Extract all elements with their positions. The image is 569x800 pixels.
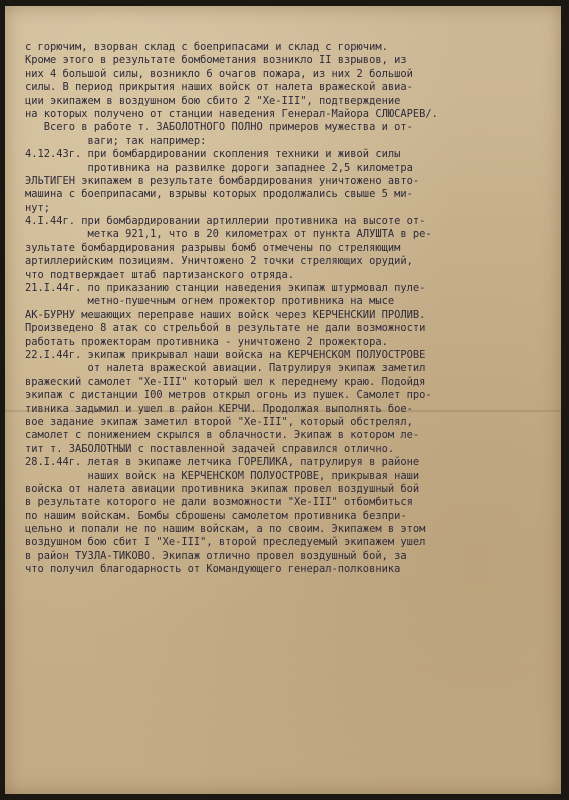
text-line: ЭЛЬТИГЕН экипажем в результате бомбардирования уничтожено авто- [25, 174, 420, 187]
text-line: работать прожекторам противника - уничтожено 2 прожектора. [25, 335, 388, 348]
text-line: них 4 большой силы, возникло 6 очагов пожара, из них 2 большой [25, 67, 413, 80]
text-line: тит т. ЗАБОЛОТНЫЙ с поставленной задачей справился отлично. [25, 442, 395, 455]
text-line: на которых получено от станции наведения Генерал-Майора СЛЮСАРЕВ/. [25, 107, 438, 120]
archival-page [5, 6, 561, 794]
text-line: воздушном бою сбит I "Хе-III", второй преследуемый экипажем ушел [25, 536, 426, 549]
text-line: ваги; так например: [25, 134, 207, 147]
text-line: вое задание экипаж заметил второй "Хе-III", который обстрелял, [25, 415, 413, 428]
text-line: что получил благодарность от Командующего генерал-полковника [25, 563, 401, 576]
text-line: 28.I.44г. летая в экипаже летчика ГОРЕЛИКА, патрулируя в районе [25, 456, 420, 469]
text-line: метка 921,1, что в 20 километрах от пункта АЛУШТА в ре- [25, 228, 432, 241]
text-line: что подтверждает штаб партизанского отряда. [25, 268, 294, 281]
text-line: 21.I.44г. по приказанию станции наведения экипаж штурмовал пуле- [25, 282, 426, 295]
text-line: в результате которого не дали возможности "Хе-III" отбомбиться [25, 496, 413, 509]
text-line: противника на развилке дороги западнее 2,5 километра [25, 161, 413, 174]
text-line: силы. В период прикрытия наших войск от налета вражеской авиа- [25, 81, 413, 94]
text-line: ции экипажем в воздушном бою сбито 2 "Хе-III", подтверждение [25, 94, 401, 107]
text-line: от налета вражеской авиации. Патрулируя экипаж заметил [25, 362, 426, 375]
text-line: Произведено 8 атак со стрельбой в результате не дали возможности [25, 322, 426, 335]
text-line: самолет с понижением скрылся в облачности. Экипаж в котором ле- [25, 429, 420, 442]
text-line: по нашим войскам. Бомбы сброшены самолетом противника безпри- [25, 509, 407, 522]
text-line: в район ТУЗЛА-ТИКОВО. Экипаж отлично провел воздушный бой, за [25, 549, 407, 562]
text-line: метно-пушечным огнем прожектор противника на мысе [25, 295, 395, 308]
text-line: 22.I.44г. экипаж прикрывал наши войска на КЕРЧЕНСКОМ ПОЛУОСТРОВЕ [25, 348, 426, 361]
text-line: зультате бомбардирования разрывы бомб отмечены по стреляющим [25, 241, 401, 254]
text-line: вражеский самолет "Хе-III" который шел к переднему краю. Подойдя [25, 375, 426, 388]
text-line: 4.I.44г. при бомбардировании артиллерии противника на высоте от- [25, 215, 426, 228]
text-line: экипаж с дистанции I00 метров открыл огонь из пушек. Самолет про- [25, 389, 432, 402]
text-line: войска от налета авиации противника экипаж провел воздушный бой [25, 482, 420, 495]
typewritten-text-block [25, 41, 553, 577]
text-line: тивника задымил и ушел в район КЕРЧИ. Продолжая выполнять бое- [25, 402, 413, 415]
text-line: артиллерийским позициям. Уничтожено 2 точки стреляющих орудий, [25, 255, 413, 268]
text-line: наших войск на КЕРЧЕНСКОМ ПОЛУОСТРОВЕ, прикрывая наши [25, 469, 420, 482]
text-line: 4.12.43г. при бомбардировании скопления техники и живой силы [25, 148, 401, 161]
text-line: Кроме этого в результате бомбометания возникло II взрывов, из [25, 54, 407, 67]
text-line: цельно и попали не по нашим войскам, а по своим. Экипажем в этом [25, 523, 426, 536]
text-line: нут; [25, 201, 51, 214]
text-line: с горючим, взорван склад с боеприпасами и склад с горючим. [25, 41, 388, 53]
text-line: АК-БУРНУ мешающих переправе наших войск через КЕРЧЕНСКИЙ ПРОЛИВ. [25, 308, 426, 321]
text-line: машина с боеприпасами, взрывы которых продолжались свыше 5 ми- [25, 188, 413, 201]
text-line: Всего в работе т. ЗАБОЛОТНОГО ПОЛНО примеров мужества и от- [25, 121, 413, 134]
